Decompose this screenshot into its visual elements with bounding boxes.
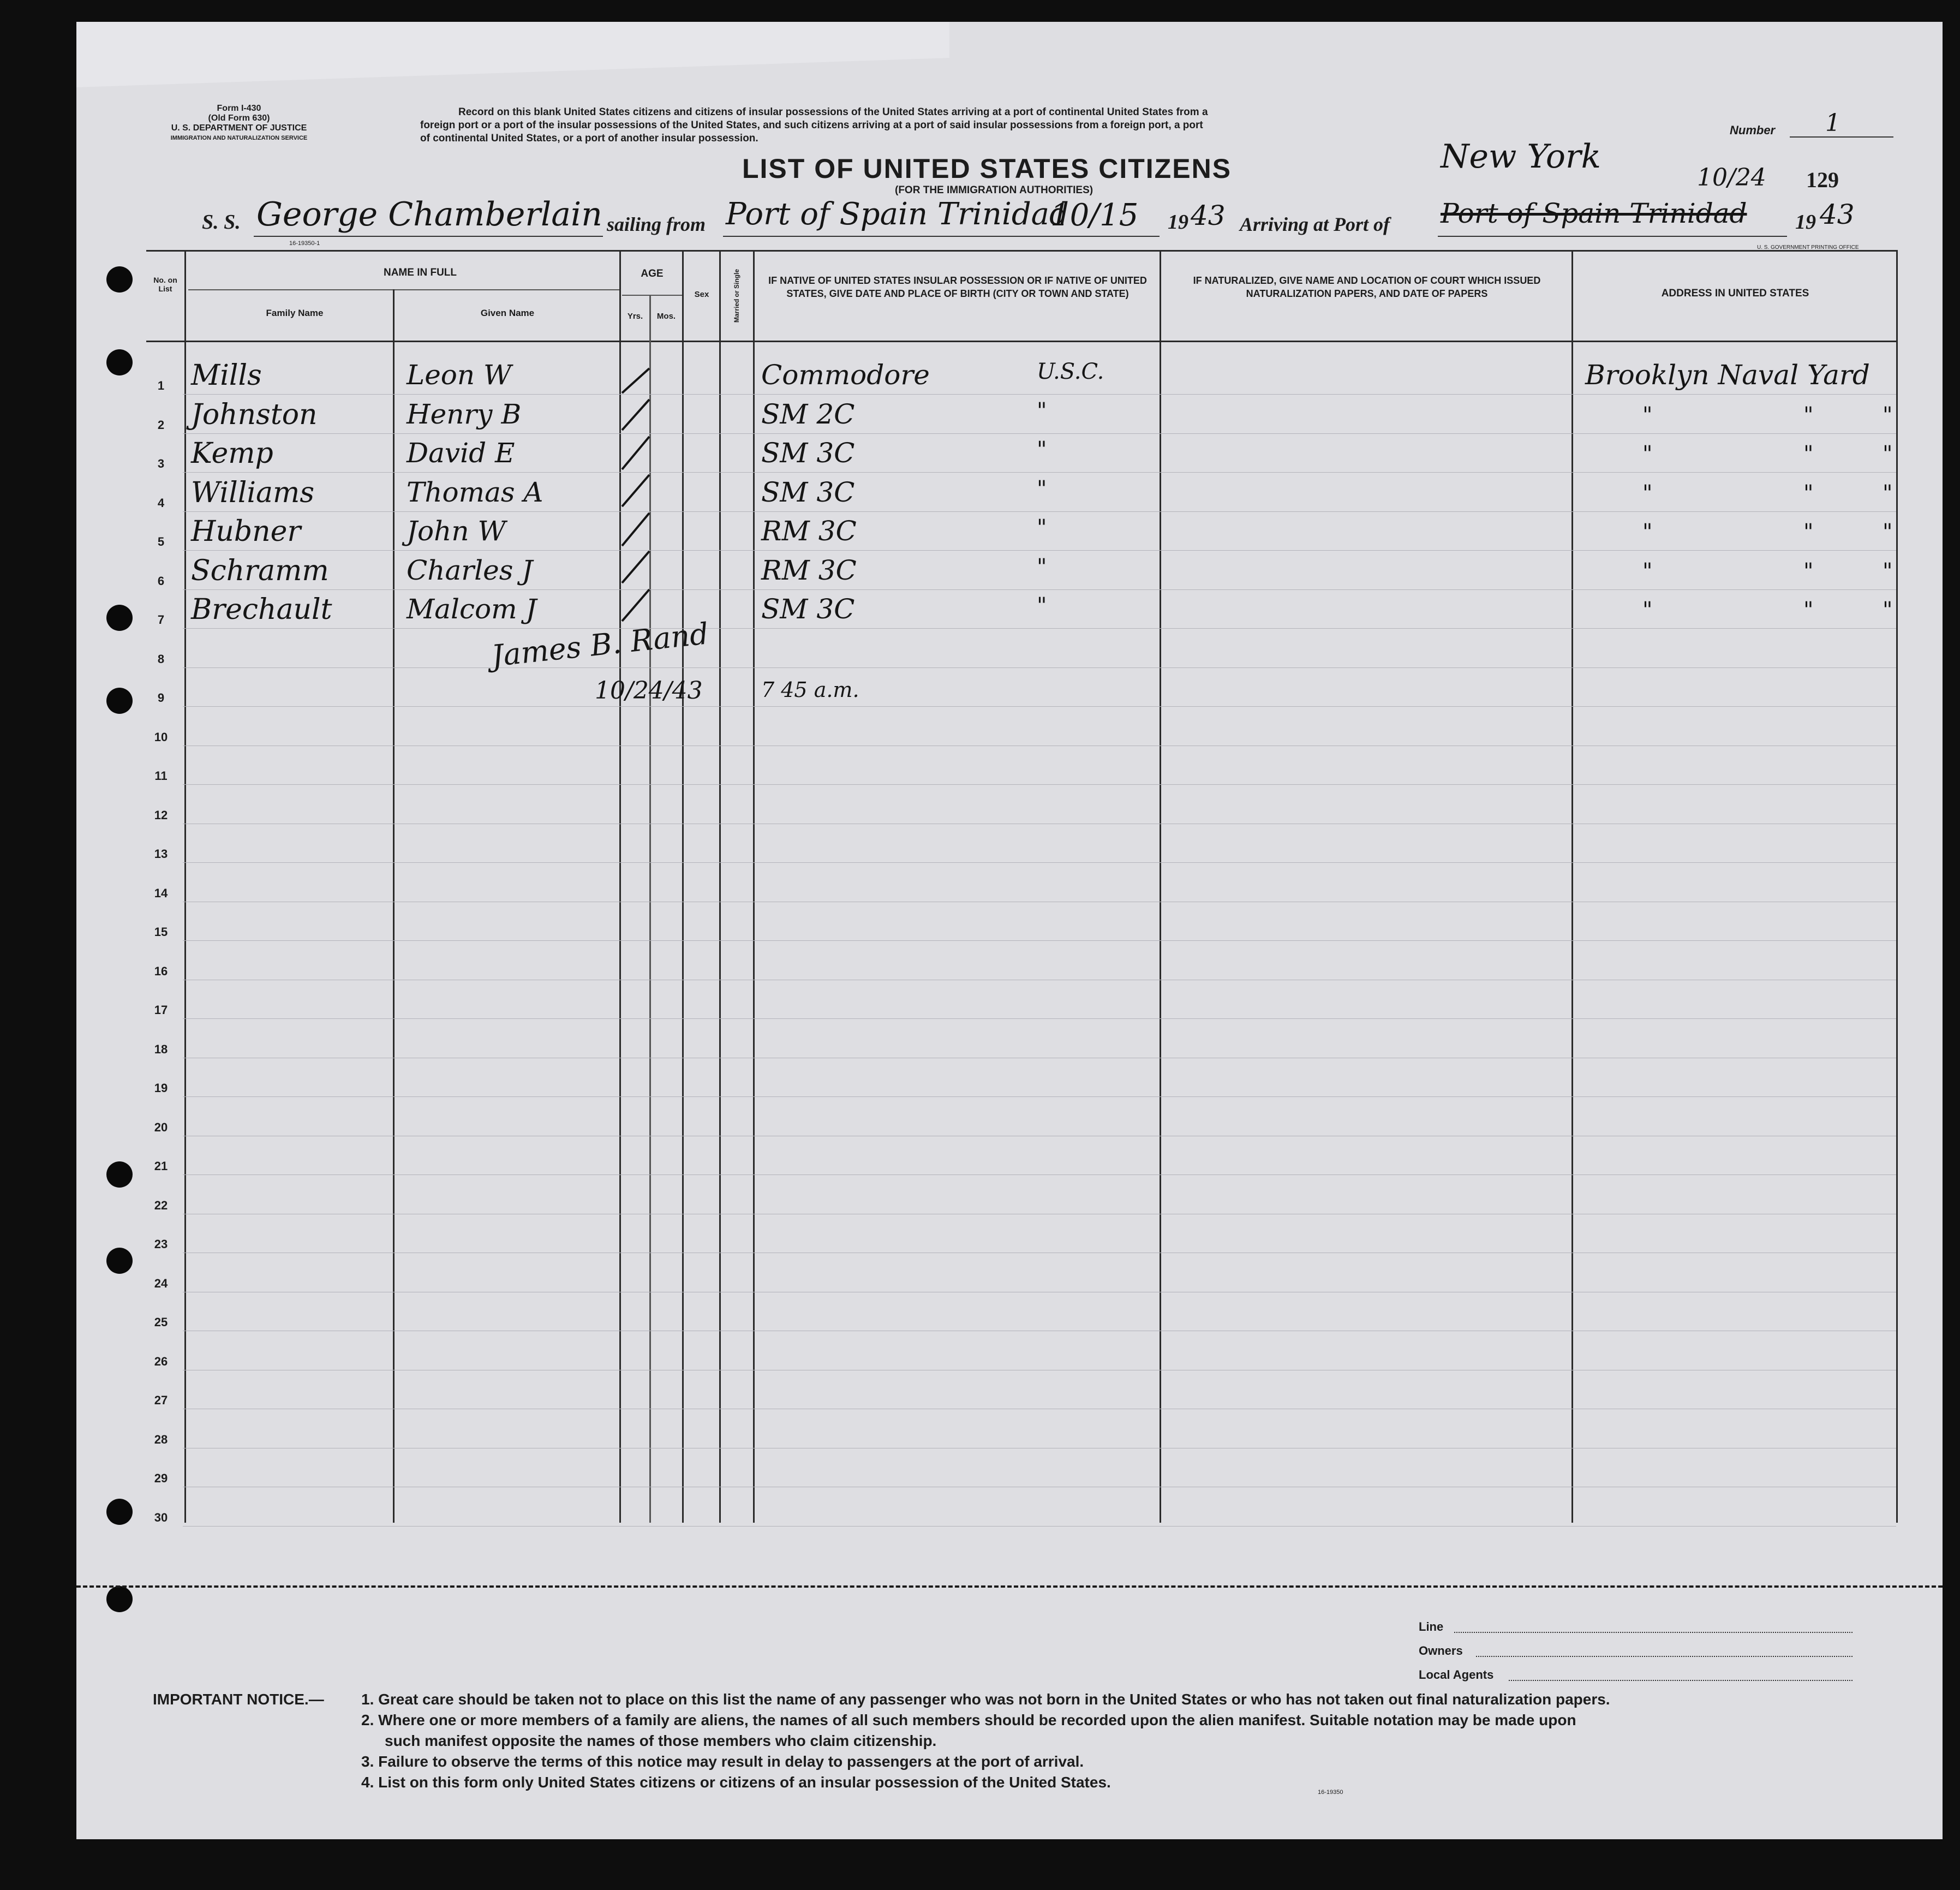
age-dash-5 (622, 513, 649, 546)
age-dash-3 (622, 437, 649, 469)
address-ditto-mark: " (1883, 480, 1893, 506)
punch-hole-2 (106, 349, 133, 375)
row-number: 29 (154, 1471, 168, 1485)
age-dash-1 (622, 368, 649, 393)
header-yrs: Yrs. (627, 312, 643, 321)
ruled-line (183, 1526, 1896, 1527)
ruled-line (183, 667, 1896, 668)
family-name: Johnston (191, 398, 318, 431)
sailing-year-suffix: 43 (1191, 200, 1226, 231)
notice-title: IMPORTANT NOTICE.— (153, 1691, 324, 1708)
printing-office: U. S. GOVERNMENT PRINTING OFFICE (1757, 245, 1859, 251)
rank-or-place: SM 2C (761, 398, 855, 430)
notice-item-2a: 2. Where one or more members of a family are aliens, the names of all such members should be recorded upon the alien manifest. Suitable notation may be made upon (361, 1712, 1576, 1728)
ship-name: George Chamberlain (256, 195, 602, 234)
arriving-label: Arriving at Port of (1240, 213, 1390, 235)
family-name: Schramm (191, 554, 329, 587)
punch-hole-8 (106, 1586, 133, 1612)
given-name: Henry B (407, 398, 522, 430)
row-number: 27 (154, 1393, 168, 1407)
age-dash-6 (622, 551, 649, 583)
row-number: 20 (154, 1120, 168, 1134)
inspection-date: 10/24/43 (595, 677, 703, 705)
row-number: 30 (154, 1510, 168, 1524)
header-native-info: IF NATIVE OF UNITED STATES INSULAR POSSESSION OR IF NATIVE OF UNITED STATES, GIVE DATE AND PLACE OF BIRTH (CITY OR TOWN AND STATE) (768, 275, 1147, 299)
footer-perforation (76, 1585, 1943, 1588)
sailing-from-label: sailing from (607, 213, 706, 235)
header-married-or-single: Married or Single (733, 269, 740, 323)
family-name: Williams (191, 476, 315, 509)
row-number: 22 (154, 1198, 168, 1212)
given-name: Leon W (407, 359, 512, 391)
address-ditto-mark: " (1642, 558, 1653, 584)
instruction-line-3: of continental United States, or a port of another insular possession. (420, 133, 758, 144)
row-number: 1 (157, 379, 165, 392)
row-number: 10 (154, 730, 168, 744)
address-ditto-mark: " (1803, 480, 1814, 506)
punch-hole-3 (106, 605, 133, 631)
row-number: 3 (157, 457, 165, 470)
line-label: Line (1419, 1620, 1444, 1633)
given-name: John W (407, 515, 506, 547)
line-field (1454, 1632, 1853, 1633)
col-divider-family (393, 289, 395, 1523)
family-name: Mills (191, 359, 262, 392)
citizenship-status: " (1037, 593, 1047, 618)
citizenship-status: " (1037, 554, 1047, 580)
notice-item-4: 4. List on this form only United States citizens or citizens of an insular possession of the United States. (361, 1774, 1111, 1791)
header-address: ADDRESS IN UNITED STATES (1661, 288, 1809, 299)
given-name: Thomas A (407, 476, 543, 508)
ruled-line (183, 1174, 1896, 1175)
row-number: 24 (154, 1276, 168, 1290)
arriving-underline (1438, 236, 1787, 237)
ruled-line (183, 394, 1896, 395)
family-name: Kemp (191, 437, 273, 470)
given-name: Malcom J (407, 593, 537, 625)
arriving-port: New York (1441, 138, 1601, 176)
instruction-line-2: foreign port or a port of the insular possessions of the United States, and such citizens arriving at a port of said insular possessions from a foreign port, a port (420, 120, 1203, 131)
citizenship-status: U.S.C. (1037, 359, 1104, 384)
row-number: 14 (154, 886, 168, 900)
page-title: LIST OF UNITED STATES CITIZENS (742, 153, 1232, 184)
notice-item-2b: such manifest opposite the names of those members who claim citizenship. (385, 1732, 937, 1749)
address-ditto-mark: " (1642, 598, 1653, 623)
address-ditto-mark: " (1803, 442, 1814, 467)
col-divider-naturalized (1571, 250, 1573, 1523)
row-number: 8 (157, 652, 165, 666)
address-ditto-mark: " (1803, 520, 1814, 545)
row-number: 17 (154, 1003, 168, 1017)
ruled-line (183, 589, 1896, 590)
ruled-line (183, 511, 1896, 512)
row-number: 25 (154, 1315, 168, 1329)
citizenship-status: " (1037, 476, 1047, 502)
table-header-bottom-border (146, 341, 1898, 342)
address-ditto-mark: " (1883, 442, 1893, 467)
row-number: 5 (157, 535, 165, 548)
address-ditto-mark: " (1883, 598, 1893, 623)
owners-field (1476, 1656, 1853, 1657)
address-ditto-mark: " (1883, 558, 1893, 584)
address-ditto-mark: " (1883, 402, 1893, 428)
age-dash-2 (622, 400, 649, 430)
address-ditto-mark: " (1883, 520, 1893, 545)
number-label: Number (1730, 123, 1776, 137)
ruled-line (183, 628, 1896, 629)
address-ditto-mark: " (1642, 520, 1653, 545)
table-right-border (1896, 250, 1898, 1523)
footer-code: 16-19350 (1318, 1789, 1343, 1796)
rank-or-place: SM 3C (761, 593, 855, 625)
punch-hole-4 (106, 688, 133, 714)
form-number: Form I-430 (217, 104, 261, 113)
header-family-name: Family Name (266, 308, 324, 318)
number-value: 1 (1825, 109, 1841, 137)
rank-or-place: Commodore (761, 359, 930, 391)
given-name: Charles J (407, 554, 533, 586)
ruled-line (183, 472, 1896, 473)
address: Brooklyn Naval Yard (1585, 359, 1870, 391)
number-underline (1790, 136, 1893, 138)
ruled-line (183, 940, 1896, 941)
row-number: 19 (154, 1081, 168, 1095)
arrival-year-suffix: 43 (1820, 199, 1855, 230)
row-number: 23 (154, 1237, 168, 1251)
ship-underline (254, 236, 603, 237)
header-given-name: Given Name (480, 308, 535, 318)
ruled-line (183, 1018, 1896, 1019)
punch-hole-6 (106, 1248, 133, 1274)
form-code: 16-19350-1 (289, 240, 320, 247)
row-number: 9 (157, 691, 165, 705)
family-name: Hubner (191, 515, 301, 548)
rank-or-place: RM 3C (761, 515, 857, 547)
col-divider-married (753, 250, 755, 1523)
local-agents-label: Local Agents (1419, 1668, 1494, 1682)
age-column-dashes (611, 360, 693, 633)
given-name: David E (407, 437, 515, 469)
citizenship-status: " (1037, 515, 1047, 540)
family-name: Brechault (191, 593, 332, 626)
header-name-in-full: NAME IN FULL (383, 267, 457, 278)
row-number: 6 (157, 574, 165, 588)
name-subheader-line (188, 289, 619, 290)
page-subtitle: (FOR THE IMMIGRATION AUTHORITIES) (895, 184, 1093, 196)
old-form-number: (Old Form 630) (208, 114, 270, 123)
ruled-line (183, 706, 1896, 707)
sailing-date: 10/15 (1050, 198, 1139, 233)
arrival-year-prefix: 19 (1795, 211, 1816, 234)
col-divider-sex (719, 250, 721, 1523)
ss-label: S. S. (202, 211, 241, 234)
rank-or-place: SM 3C (761, 476, 855, 508)
header-naturalized-info: IF NATURALIZED, GIVE NAME AND LOCATION OF COURT WHICH ISSUED NATURALIZATION PAPERS, AND DATE OF PAPERS (1193, 275, 1541, 299)
local-agents-field (1509, 1680, 1853, 1681)
row-number: 12 (154, 808, 168, 822)
sailing-year-prefix: 19 (1168, 211, 1188, 234)
ruled-line (183, 784, 1896, 785)
row-number: 26 (154, 1354, 168, 1368)
header-age: AGE (641, 268, 664, 279)
form-identification (146, 104, 332, 143)
sailing-from-port: Port of Spain Trinidad (726, 196, 1069, 232)
address-ditto-mark: " (1642, 480, 1653, 506)
page-number: 129 (1806, 168, 1839, 192)
address-ditto-mark: " (1642, 442, 1653, 467)
address-ditto-mark: " (1642, 402, 1653, 428)
citizenship-status: " (1037, 398, 1047, 424)
stamp-date: 10/24 (1697, 164, 1766, 192)
notice-item-3: 3. Failure to observe the terms of this notice may result in delay to passengers at the port of arrival. (361, 1753, 1084, 1770)
punch-hole-5 (106, 1161, 133, 1188)
row-number: 2 (157, 418, 165, 432)
inspection-time: 7 45 a.m. (761, 678, 859, 702)
instruction-line-1: Record on this blank United States citizens and citizens of insular possessions of the United States arriving at a port of continental United States from a (458, 106, 1208, 118)
inspector-signature: James B. Rand (489, 616, 710, 673)
row-number: 15 (154, 925, 168, 939)
age-dash-4 (622, 475, 649, 506)
rank-or-place: RM 3C (761, 554, 857, 586)
row-number: 28 (154, 1432, 168, 1446)
age-dash-7 (622, 589, 649, 621)
citizenship-status: " (1037, 437, 1047, 462)
sailing-from-underline (723, 236, 1160, 237)
row-number: 7 (157, 613, 165, 627)
row-number: 13 (154, 847, 168, 861)
punch-hole-1 (106, 266, 133, 293)
row-number: 4 (157, 496, 165, 510)
row-number: 16 (154, 964, 168, 978)
owners-label: Owners (1419, 1644, 1463, 1658)
ruled-line (183, 862, 1896, 863)
header-no-on-list: No. on List (153, 276, 177, 293)
rank-or-place: SM 3C (761, 437, 855, 469)
address-ditto-mark: " (1803, 598, 1814, 623)
table-top-border (146, 250, 1898, 252)
arriving-port-struck: Port of Spain Trinidad (1441, 198, 1747, 229)
row-number: 18 (154, 1042, 168, 1056)
punch-hole-7 (106, 1499, 133, 1525)
header-mos: Mos. (656, 312, 676, 321)
col-divider-native (1160, 250, 1161, 1523)
header-sex: Sex (694, 290, 709, 299)
address-ditto-mark: " (1803, 402, 1814, 428)
ruled-line (183, 550, 1896, 551)
service-name: IMMIGRATION AND NATURALIZATION SERVICE (170, 135, 308, 141)
ruled-line (183, 433, 1896, 434)
department-name: U. S. DEPARTMENT OF JUSTICE (171, 123, 307, 133)
col-divider-number (184, 250, 186, 1523)
address-ditto-mark: " (1803, 558, 1814, 584)
ruled-line (183, 1096, 1896, 1097)
age-subheader-line (622, 295, 682, 296)
row-number: 21 (154, 1159, 168, 1173)
row-number: 11 (154, 769, 168, 783)
notice-item-1: 1. Great care should be taken not to place on this list the name of any passenger who was not born in the United States or who has not taken out final naturalization papers. (361, 1691, 1610, 1708)
